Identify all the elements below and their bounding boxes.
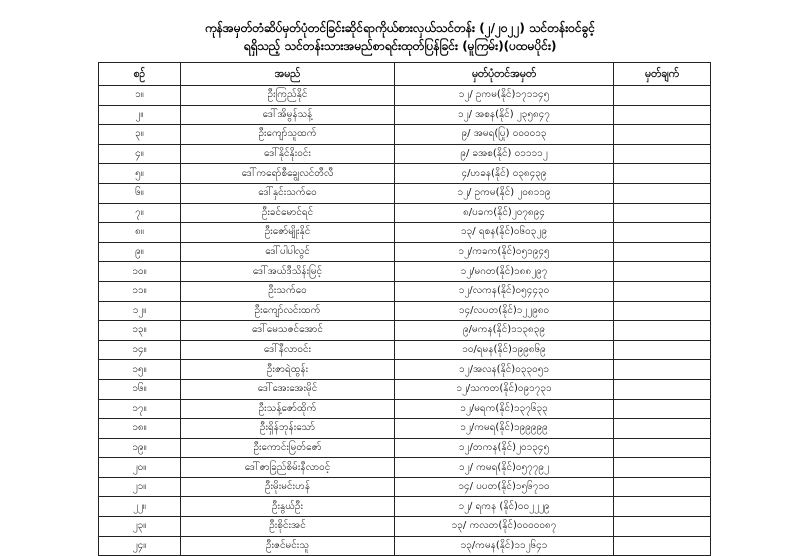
cell-name: ဦးကြည်နိုင်	[181, 86, 395, 106]
cell-remark	[614, 536, 711, 556]
cell-name: ဦးဇင်မင်းသူ	[181, 536, 395, 556]
cell-registration-no: ၁၂/တကန(နိုင်)၂၀၁၃၄၅	[395, 438, 614, 458]
cell-name: ဦးကျော်သူထက်	[181, 125, 395, 145]
table-row	[99, 183, 711, 203]
cell-registration-no: ၁၄/ ပပတ(နိုင်)၁၅၆၇၁၀	[395, 477, 614, 497]
cell-serial-no: ၂၁။	[99, 477, 181, 497]
cell-name: ဦးသန့်ဇော်ထိုက်	[181, 399, 395, 419]
cell-name: ဒေါ်မေသဇင်အောင်	[181, 321, 395, 341]
cell-remark	[614, 321, 711, 341]
cell-remark	[614, 223, 711, 243]
cell-remark	[614, 203, 711, 223]
table-row	[99, 399, 711, 419]
cell-name: ဒေါ်နှင်းသက်ဝေ	[181, 183, 395, 203]
document-title-line-2: ရရှိသည့် သင်တန်းသားအမည်စာရင်းထုတ်ပြန်ခြင်း (မူကြမ်း)(ပထမပိုင်း)	[243, 39, 557, 53]
cell-name: ဦးရှိန်ဘုန်းသော်	[181, 419, 395, 439]
table-row	[99, 438, 711, 458]
cell-registration-no: ၁၀/ရမန(နိုင်)၁၉၉၈၆၉	[395, 340, 614, 360]
cell-remark	[614, 379, 711, 399]
cell-remark	[614, 360, 711, 380]
cell-remark	[614, 517, 711, 537]
cell-remark	[614, 125, 711, 145]
cell-registration-no: ၁၂/မရက(နိုင်)၁၃၇၆၃၃	[395, 399, 614, 419]
header-registration-no: မှတ်ပုံတင်အမှတ်	[395, 63, 614, 86]
cell-serial-no: ၁၃။	[99, 321, 181, 341]
table-row	[99, 477, 711, 497]
cell-serial-no: ၁၀။	[99, 262, 181, 282]
table-row	[99, 321, 711, 341]
table-row	[99, 105, 711, 125]
table-row	[99, 419, 711, 439]
cell-remark	[614, 183, 711, 203]
table-row	[99, 242, 711, 262]
cell-remark	[614, 144, 711, 164]
table-row	[99, 223, 711, 243]
cell-registration-no: ၁၂/လကန(နိုင်)၀၅၄၄၃၀	[395, 281, 614, 301]
table-row	[99, 262, 711, 282]
cell-name: ဒေါ်အယ်ဒီသိန်းမြင့်	[181, 262, 395, 282]
cell-name: ဦးမိုးမင်းဟန်	[181, 477, 395, 497]
cell-serial-no: ၉။	[99, 242, 181, 262]
cell-serial-no: ၅။	[99, 164, 181, 184]
cell-name: ဒေါ်အိမွန်သန့်	[181, 105, 395, 125]
cell-name: ဦးနွယ်ဦး	[181, 497, 395, 517]
cell-serial-no: ၂။	[99, 105, 181, 125]
cell-remark	[614, 477, 711, 497]
trainee-list-table	[98, 62, 711, 556]
cell-name: ဒေါ်အေးအေးမိုင်	[181, 379, 395, 399]
table-row	[99, 379, 711, 399]
cell-serial-no: ၆။	[99, 183, 181, 203]
cell-serial-no: ၄။	[99, 144, 181, 164]
table-row	[99, 536, 711, 556]
cell-name: ဒေါ်ပါပါလွင်	[181, 242, 395, 262]
cell-registration-no: ၁၂/ကမရ(နိုင်)၁၉၉၉၉၉	[395, 419, 614, 439]
cell-registration-no: ၁၂/သကတ(နိုင်)၀၉၁၇၃၁	[395, 379, 614, 399]
cell-remark	[614, 497, 711, 517]
cell-registration-no: ၉/မကန(နိုင်)၁၁၃၈၃၉	[395, 321, 614, 341]
cell-serial-no: ၂၀။	[99, 458, 181, 478]
table-row	[99, 301, 711, 321]
cell-remark	[614, 242, 711, 262]
cell-serial-no: ၃။	[99, 125, 181, 145]
table-row	[99, 203, 711, 223]
cell-registration-no: ၁၂/ ဥကမ(နိုင်) ၂၀၈၁၁၉	[395, 183, 614, 203]
cell-registration-no: ၁၃/ ကလတ(နိုင်)၀၀၀၀၀၈၇	[395, 517, 614, 537]
cell-name: ဒေါ်ကရော်စီချွေလင်တီလီ	[181, 164, 395, 184]
cell-name: ဦးကျော်လင်းထက်	[181, 301, 395, 321]
table-header-row	[99, 63, 711, 86]
cell-serial-no: ၂၂။	[99, 497, 181, 517]
cell-registration-no: ၁၂/ကခက(နိုင်)၀၅၁၉၄၅	[395, 242, 614, 262]
cell-registration-no: ၉/ ခအစ(နိုင်) ၀၁၁၁၁၂	[395, 144, 614, 164]
cell-remark	[614, 164, 711, 184]
cell-serial-no: ၁၄။	[99, 340, 181, 360]
table-row	[99, 164, 711, 184]
cell-registration-no: ၁၂/ ရကန (နိုင်)၀၀၂၂၂၉	[395, 497, 614, 517]
cell-remark	[614, 301, 711, 321]
cell-registration-no: ၁၂/အလန(နိုင်)၀၃၃၀၅၁	[395, 360, 614, 380]
cell-serial-no: ၁၆။	[99, 379, 181, 399]
table-row	[99, 340, 711, 360]
cell-serial-no: ၈။	[99, 223, 181, 243]
document-title-line-1: ကုန်အမှတ်တံဆိပ်မှတ်ပုံတင်ခြင်းဆိုင်ရာကိုယ်စားလှယ်သင်တန်း (၂/၂၀၂၂) သင်တန်းဝင်ခွင့်	[204, 21, 596, 35]
cell-name: ဒေါ်နိုင်နိုးဝင်း	[181, 144, 395, 164]
header-remark: မှတ်ချက်	[614, 63, 711, 86]
cell-serial-no: ၁၅။	[99, 360, 181, 380]
cell-remark	[614, 281, 711, 301]
cell-remark	[614, 458, 711, 478]
cell-registration-no: ၄/ဟခန(နိုင်) ၀၃၈၄၃၉	[395, 164, 614, 184]
cell-serial-no: ၇။	[99, 203, 181, 223]
cell-remark	[614, 105, 711, 125]
cell-remark	[614, 419, 711, 439]
header-name: အမည်	[181, 63, 395, 86]
cell-serial-no: ၁၈။	[99, 419, 181, 439]
cell-remark	[614, 399, 711, 419]
table-row	[99, 281, 711, 301]
cell-serial-no: ၁၂။	[99, 301, 181, 321]
cell-registration-no: ၈/ပခက(နိုင်)၂၀၇၈၉၄	[395, 203, 614, 223]
cell-serial-no: ၂၄။	[99, 536, 181, 556]
cell-name: ဒေါ်ဇာခြည်စိမ်းနီလာဝင့်	[181, 458, 395, 478]
cell-name: ဦးဇာရဲထွန်း	[181, 360, 395, 380]
cell-name: ဦးခင်မောင်ရင်	[181, 203, 395, 223]
cell-registration-no: ၁၂/ အစန(နိုင်) ၂၃၅၈၄၇	[395, 105, 614, 125]
cell-registration-no: ၁၄/လပတ(နိုင်)၁၂၂၉၈၀	[395, 301, 614, 321]
table-row	[99, 86, 711, 106]
table-row	[99, 144, 711, 164]
cell-serial-no: ၂၃။	[99, 517, 181, 537]
cell-name: ဒေါ်နီလာဝင်း	[181, 340, 395, 360]
table-row	[99, 458, 711, 478]
cell-name: ဦးသက်ဝေ	[181, 281, 395, 301]
table-row	[99, 497, 711, 517]
cell-serial-no: ၁။	[99, 86, 181, 106]
cell-registration-no: ၁၃/ကမန(နိုင်)၁၁၂၆၄၁	[395, 536, 614, 556]
cell-serial-no: ၁၇။	[99, 399, 181, 419]
cell-registration-no: ၁၂/ ကမရ(နိုင်)၀၅၇၇၉၂	[395, 458, 614, 478]
cell-registration-no: ၁၂/မဂတ(နိုင်)၁၈၈၂၉၇	[395, 262, 614, 282]
cell-registration-no: ၁၂/ ဥကမ(နိုင်)၁၇၁၁၄၅	[395, 86, 614, 106]
header-serial-no: စဉ်	[99, 63, 181, 86]
cell-registration-no: ၉/ အမရ(ပြု) ၀၀၀၀၁၃	[395, 125, 614, 145]
table-row	[99, 125, 711, 145]
cell-name: ဦးကောင်းမြတ်ဇော်	[181, 438, 395, 458]
cell-remark	[614, 438, 711, 458]
table-row	[99, 360, 711, 380]
cell-remark	[614, 262, 711, 282]
cell-remark	[614, 86, 711, 106]
cell-registration-no: ၁၃/ ရစန(နိုင်)၀၆၀၃၂၉	[395, 223, 614, 243]
cell-remark	[614, 340, 711, 360]
cell-name: ဦးစိုင်းအင်	[181, 517, 395, 537]
table-row	[99, 517, 711, 537]
cell-name: ဦးဇော်မျိုးနိုင်	[181, 223, 395, 243]
cell-serial-no: ၁၉။	[99, 438, 181, 458]
cell-serial-no: ၁၁။	[99, 281, 181, 301]
